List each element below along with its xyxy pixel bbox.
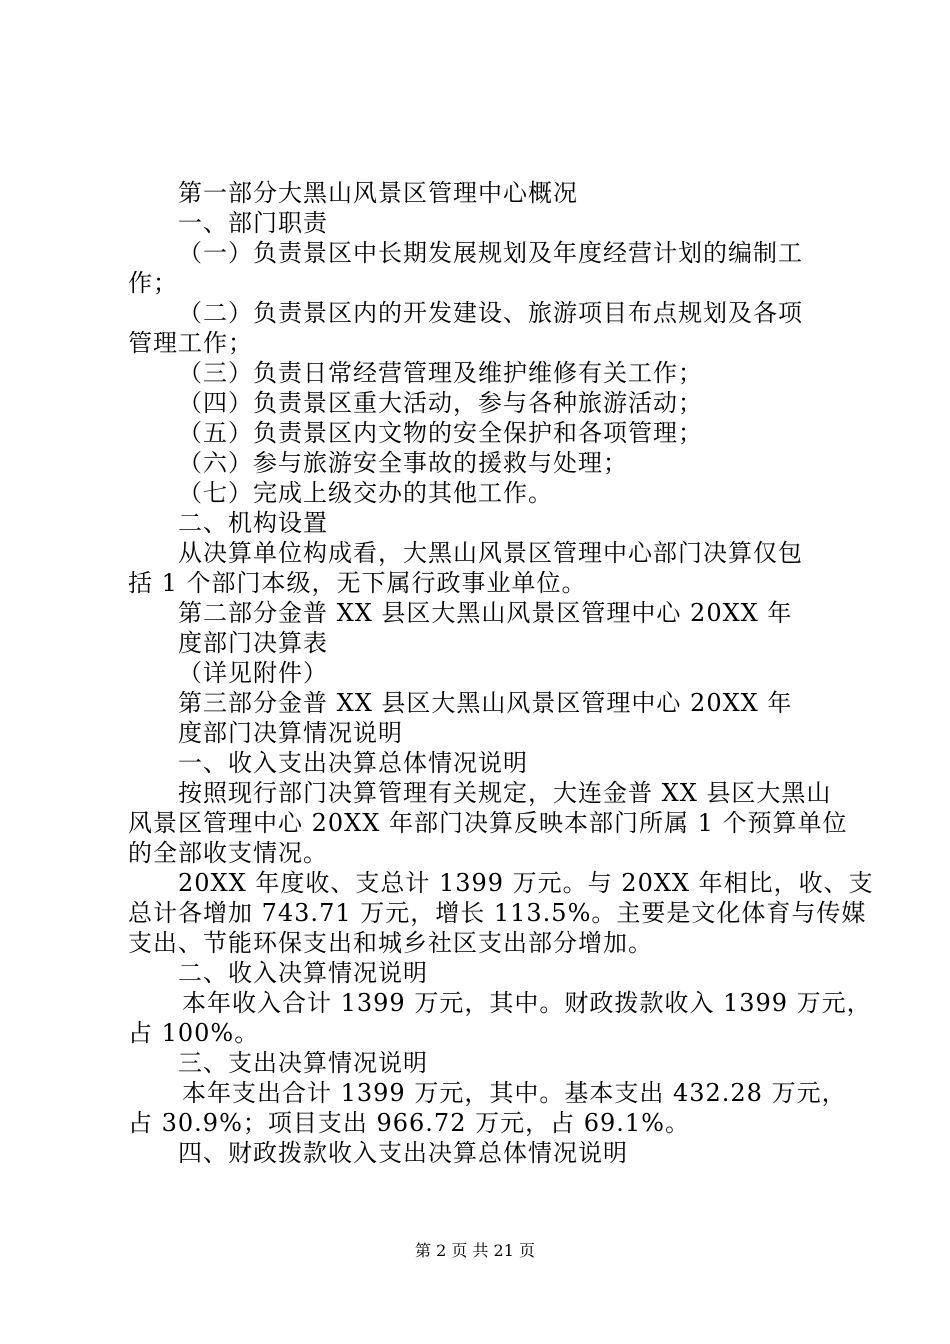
- text-line: 本年收入合计 1399 万元，其中。财政拨款收入 1399 万元，: [182, 989, 872, 1017]
- text-line: （三）负责日常经营管理及维护维修有关工作；: [178, 359, 703, 387]
- text-line: 三、支出决算情况说明: [178, 1049, 428, 1077]
- text-line: 总计各增加 743.71 万元，增长 113.5%。主要是文化体育与传媒: [128, 899, 867, 927]
- text-line: 括 1 个部门本级，无下属行政事业单位。: [128, 569, 587, 597]
- text-line: （一）负责景区中长期发展规划及年度经营计划的编制工: [178, 239, 803, 267]
- text-line: （六）参与旅游安全事故的援救与处理；: [178, 449, 628, 477]
- text-line: 作；: [128, 269, 178, 297]
- text-line: 二、机构设置: [178, 509, 328, 537]
- text-line: 管理工作；: [128, 329, 253, 357]
- text-line: 第三部分金普 XX 县区大黑山风景区管理中心 20XX 年: [178, 689, 793, 717]
- text-line: （七）完成上级交办的其他工作。: [178, 479, 553, 507]
- text-line: （二）负责景区内的开发建设、旅游项目布点规划及各项: [178, 299, 803, 327]
- text-line: 第二部分金普 XX 县区大黑山风景区管理中心 20XX 年: [178, 599, 793, 627]
- page-footer: [0, 1241, 950, 1261]
- text-line: 四、财政拨款收入支出决算总体情况说明: [178, 1139, 628, 1167]
- page-number: 第 2 页 共 21 页: [415, 1241, 535, 1260]
- text-line: （四）负责景区重大活动，参与各种旅游活动；: [178, 389, 703, 417]
- text-line: 占 100%。: [128, 1019, 260, 1047]
- text-line: 占 30.9%；项目支出 966.72 万元，占 69.1%。: [128, 1109, 690, 1137]
- text-line: 支出、节能环保支出和城乡社区支出部分增加。: [128, 929, 653, 957]
- text-line: （详见附件）: [178, 659, 328, 687]
- text-line: 二、收入决算情况说明: [178, 959, 428, 987]
- text-line: 本年支出合计 1399 万元，其中。基本支出 432.28 万元，: [182, 1079, 847, 1107]
- text-line: 一、部门职责: [178, 209, 328, 237]
- text-line: 一、收入支出决算总体情况说明: [178, 749, 528, 777]
- text-line: 度部门决算表: [178, 629, 328, 657]
- text-line: （五）负责景区内文物的安全保护和各项管理；: [178, 419, 703, 447]
- text-line: 按照现行部门决算管理有关规定，大连金普 XX 县区大黑山: [178, 779, 832, 807]
- text-line: 第一部分大黑山风景区管理中心概况: [178, 179, 578, 207]
- text-line: 度部门决算情况说明: [178, 719, 403, 747]
- text-line: 从决算单位构成看，大黑山风景区管理中心部门决算仅包: [178, 539, 803, 567]
- text-line: 20XX 年度收、支总计 1399 万元。与 20XX 年相比，收、支: [178, 869, 874, 897]
- text-line: 风景区管理中心 20XX 年部门决算反映本部门所属 1 个预算单位: [128, 809, 848, 837]
- text-line: 的全部收支情况。: [128, 839, 328, 867]
